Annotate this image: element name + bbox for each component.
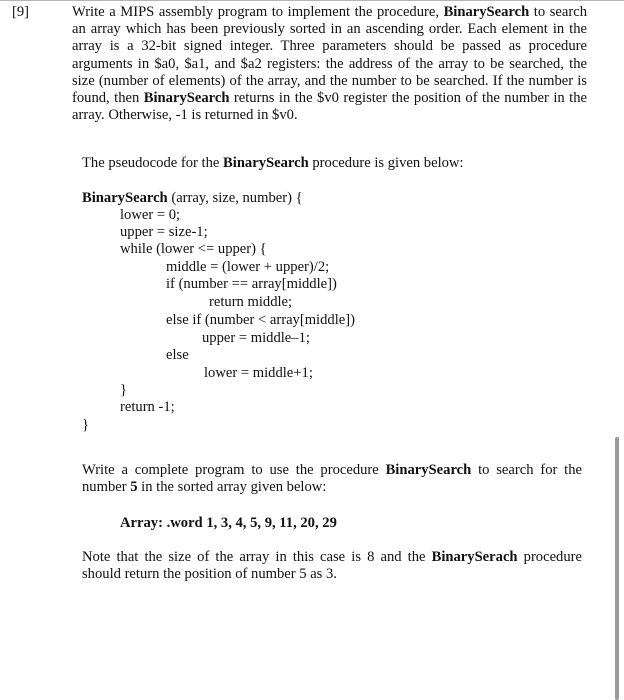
code-else-if: else if (number < array[middle]) [166, 312, 355, 328]
note-text: Note that the size of the array in this case is 8 and the BinarySerach procedure should return the position of number 5 as 3. [82, 549, 582, 583]
question-text: [9] Write a MIPS assembly program to implement the procedure, BinarySearch to search an array which has been previously sorted in an ascending order. Each element in the array is a 32-bit signed integer. Three parameters should be passed as procedure arguments in $a0, $a1, and $a2 registers: the address of the array to be searched, the size (number of elements) of the array, and the number to be searched. If the number is found, then BinarySearch returns in the $v0 register the position of the number in the array. Otherwise, -1 is returned in $v0. [12, 4, 587, 124]
code-upper-update: upper = middle–1; [202, 330, 310, 346]
top-divider [0, 0, 624, 1]
code-upper-init: upper = size-1; [120, 224, 208, 240]
code-lower-init: lower = 0; [120, 207, 181, 223]
question-number: [9] [12, 4, 30, 20]
code-header: BinarySearch (array, size, number) { [82, 190, 303, 206]
code-return-neg: return -1; [120, 399, 175, 415]
code-outer-close: } [82, 417, 90, 433]
code-return-middle: return middle; [209, 294, 293, 310]
pseudocode-intro: The pseudocode for the BinarySearch procedure is given below: [82, 155, 464, 171]
code-while: while (lower <= upper) { [120, 241, 267, 257]
code-inner-close: } [120, 382, 128, 398]
vertical-scrollbar[interactable] [615, 437, 619, 700]
array-definition: Array: .word 1, 3, 4, 5, 9, 11, 20, 29 [120, 515, 337, 531]
code-else: else [166, 347, 189, 363]
code-if: if (number == array[middle]) [166, 276, 337, 292]
task-text: Write a complete program to use the procedure BinarySearch to search for the number 5 in the sorted array given below: [82, 462, 583, 496]
code-lower-update: lower = middle+1; [204, 365, 313, 381]
code-middle: middle = (lower + upper)/2; [166, 259, 330, 275]
